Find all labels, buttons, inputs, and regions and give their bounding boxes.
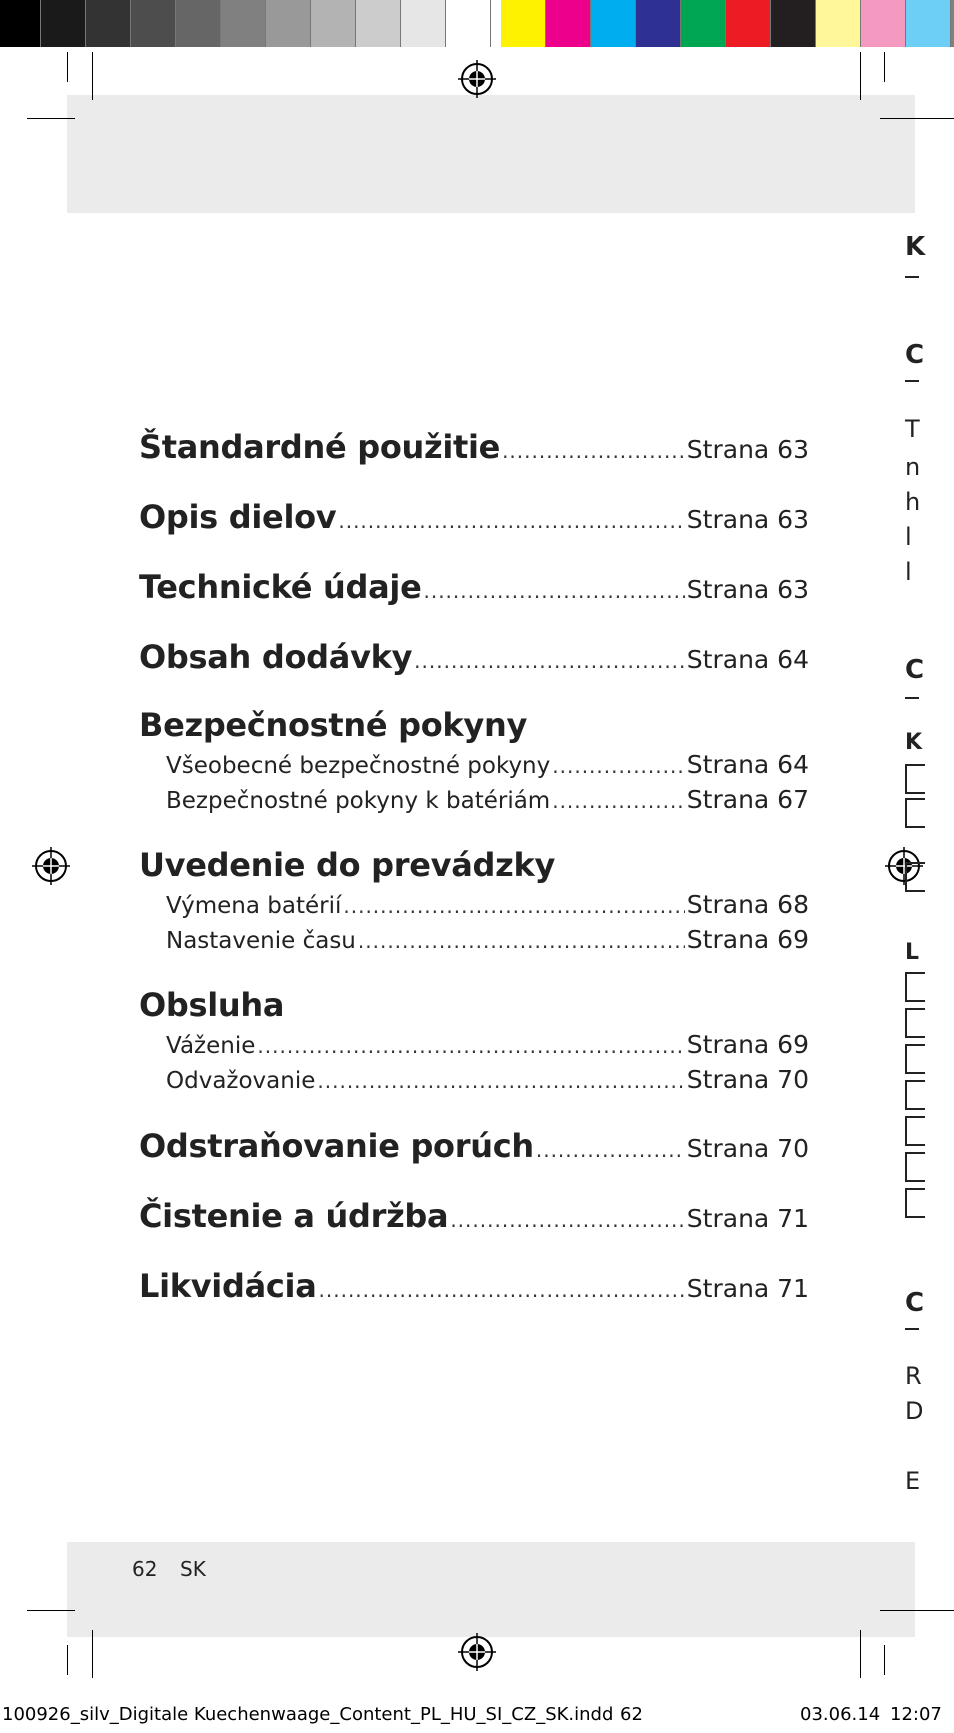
toc-leader-dots (319, 1278, 685, 1302)
toc-subentry-title: Nastavenie času (166, 928, 356, 954)
toc-leader-dots (317, 1069, 684, 1093)
toc-subentry[interactable] (139, 785, 809, 814)
color-swatch (816, 0, 861, 47)
color-swatch (41, 0, 86, 47)
bleed-heading: C (905, 655, 925, 685)
bleed-table-cell (905, 862, 925, 892)
toc-entry[interactable] (139, 1127, 809, 1165)
slug-time: 12:07 (890, 1704, 942, 1725)
bleed-rule (905, 380, 919, 382)
toc-section-heading[interactable]: Bezpečnostné pokyny (139, 706, 528, 744)
slug-date: 03.06.14 (800, 1704, 881, 1725)
toc-entry-title: Technické údaje (139, 568, 422, 606)
crop-mark (880, 118, 954, 119)
toc-section-heading[interactable]: Obsluha (139, 986, 285, 1024)
bleed-table-cell (905, 764, 925, 794)
crop-mark (880, 1610, 954, 1611)
table-of-contents (139, 0, 809, 1733)
toc-leader-dots (257, 1034, 684, 1058)
toc-entry[interactable] (139, 1267, 809, 1305)
color-swatch (906, 0, 951, 47)
toc-subentry[interactable] (139, 925, 809, 954)
toc-subentry-title: Odvažovanie (166, 1068, 316, 1094)
bleed-text: E (905, 1467, 921, 1495)
toc-entry[interactable] (139, 498, 809, 536)
bleed-rule (905, 697, 919, 699)
toc-entry-page: Strana 64 (686, 645, 809, 674)
toc-subentry-title: Všeobecné bezpečnostné pokyny (166, 753, 551, 779)
toc-subentry[interactable] (139, 890, 809, 919)
toc-subentry-page: Strana 64 (686, 750, 809, 779)
bleed-text: n (905, 453, 921, 481)
toc-leader-dots (338, 509, 684, 533)
bleed-heading: L (905, 940, 920, 965)
crop-mark (860, 52, 861, 100)
slug-filename: 100926_silv_Digitale Kuechenwaage_Content_PL_HU_SI_CZ_SK.indd (2, 1704, 614, 1725)
toc-leader-dots (552, 789, 685, 813)
toc-subentry-title: Výmena batérií (166, 893, 342, 919)
crop-mark (92, 1630, 93, 1678)
bleed-table-cell (905, 1188, 925, 1218)
toc-entry-title: Štandardné použitie (139, 428, 501, 466)
toc-entry[interactable] (139, 568, 809, 606)
bleed-table-cell (905, 1044, 925, 1074)
toc-subentry[interactable] (139, 750, 809, 779)
toc-leader-dots (552, 754, 685, 778)
bleed-heading: C (905, 1288, 925, 1318)
toc-entry[interactable] (139, 638, 809, 676)
toc-entry-page: Strana 63 (686, 435, 809, 464)
toc-leader-dots (502, 439, 685, 463)
toc-entry-page: Strana 71 (686, 1274, 809, 1303)
color-swatch (861, 0, 906, 47)
bleed-table-cell (905, 1080, 925, 1110)
color-swatch (86, 0, 131, 47)
bleed-text: l (905, 523, 912, 551)
toc-leader-dots (536, 1138, 685, 1162)
toc-subentry-title: Bezpečnostné pokyny k batériám (166, 788, 551, 814)
bleed-rule (905, 276, 919, 278)
toc-subentry[interactable] (139, 1065, 809, 1094)
toc-subentry-page: Strana 70 (686, 1065, 809, 1094)
bleed-table-cell (905, 1116, 925, 1146)
toc-section-heading[interactable]: Uvedenie do prevádzky (139, 846, 555, 884)
color-swatch (0, 0, 41, 47)
bleed-text: l (905, 558, 912, 586)
toc-leader-dots (358, 929, 685, 953)
page-number: 62 (132, 1557, 158, 1581)
bleed-heading: K (905, 232, 926, 262)
toc-subentry-page: Strana 68 (686, 890, 809, 919)
toc-entry-page: Strana 63 (686, 505, 809, 534)
crop-mark (67, 52, 68, 82)
toc-entry-page: Strana 63 (686, 575, 809, 604)
toc-leader-dots (423, 579, 684, 603)
bleed-table-cell (905, 972, 925, 1002)
bleed-text: R (905, 1362, 922, 1390)
crop-mark (67, 1645, 68, 1675)
crop-mark (884, 52, 885, 82)
toc-subentry-title: Váženie (166, 1033, 256, 1059)
bleed-table-cell (905, 1152, 925, 1182)
toc-entry-title: Čistenie a údržba (139, 1197, 449, 1235)
toc-entry-page: Strana 70 (686, 1134, 809, 1163)
bleed-table-cell (905, 798, 925, 828)
toc-leader-dots (414, 649, 685, 673)
crop-mark (92, 52, 93, 100)
toc-entry-title: Odstraňovanie porúch (139, 1127, 534, 1165)
bleed-table-cell (905, 1008, 925, 1038)
crop-mark (860, 1630, 861, 1678)
toc-leader-dots (450, 1208, 684, 1232)
bleed-heading: K (905, 730, 923, 755)
bleed-rule (905, 1328, 919, 1330)
toc-entry[interactable] (139, 1197, 809, 1235)
toc-subentry-page: Strana 67 (686, 785, 809, 814)
crop-mark (27, 118, 75, 119)
toc-entry-title: Likvidácia (139, 1267, 317, 1305)
registration-mark-icon (32, 847, 70, 885)
bleed-text: D (905, 1397, 924, 1425)
toc-subentry-page: Strana 69 (686, 1030, 809, 1059)
toc-entry-page: Strana 71 (686, 1204, 809, 1233)
crop-mark (884, 1645, 885, 1675)
bleed-text: T (905, 415, 920, 443)
bleed-heading: C (905, 340, 925, 370)
bleed-text: h (905, 488, 921, 516)
toc-entry-title: Opis dielov (139, 498, 337, 536)
toc-entry[interactable] (139, 428, 809, 466)
toc-leader-dots (343, 894, 684, 918)
toc-subentry[interactable] (139, 1030, 809, 1059)
toc-subentry-page: Strana 69 (686, 925, 809, 954)
crop-mark (27, 1610, 75, 1611)
toc-entry-title: Obsah dodávky (139, 638, 413, 676)
language-code: SK (180, 1557, 206, 1581)
slug-page: 62 (620, 1704, 643, 1725)
